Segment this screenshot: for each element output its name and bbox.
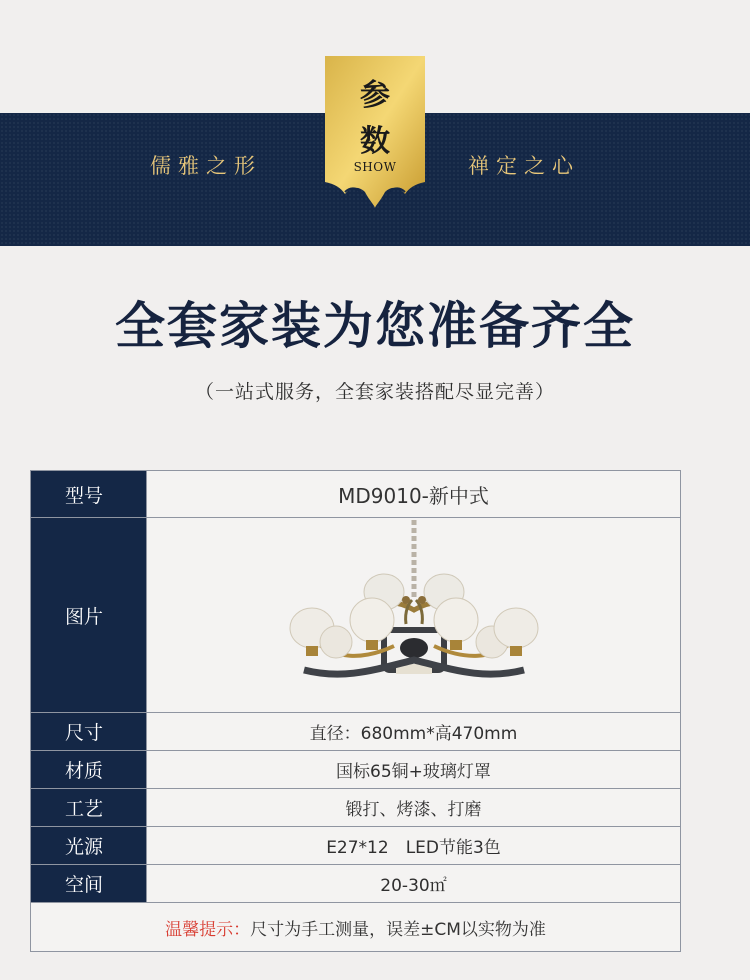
spec-value: 直径：680mm*高470mm [147, 713, 681, 751]
banner-char-top: 参 [360, 78, 390, 113]
spec-row-model [31, 471, 681, 518]
product-image-cell [147, 518, 681, 713]
spec-table [30, 470, 681, 952]
spec-key: 型号 [31, 471, 147, 518]
spec-key: 材质 [31, 751, 147, 789]
spec-row-note [31, 903, 681, 952]
spec-value: 国标65铜+玻璃灯罩 [147, 751, 681, 789]
spec-value: MD9010-新中式 [147, 471, 681, 518]
spec-key: 工艺 [31, 789, 147, 827]
spec-value: 锻打、烤漆、打磨 [147, 789, 681, 827]
banner-char-bottom: 数 [360, 124, 390, 159]
spec-key: 空间 [31, 865, 147, 903]
spec-row-material [31, 751, 681, 789]
page-subline: （一站式服务，全套家装搭配尽显完善） [194, 381, 555, 403]
spec-key: 图片 [31, 518, 147, 713]
note-cell [31, 903, 681, 952]
note-label: 温馨提示： [165, 919, 251, 940]
header-right-text: 禅定之心 [468, 154, 580, 178]
banner-sub: SHOW [353, 160, 397, 174]
spec-value: E27*12 LED节能3色 [147, 827, 681, 865]
spec-key: 尺寸 [31, 713, 147, 751]
spec-key: 光源 [31, 827, 147, 865]
spec-row-size [31, 713, 681, 751]
header-left-text: 儒雅之形 [150, 154, 262, 178]
spec-row-craft [31, 789, 681, 827]
spec-row-space [31, 865, 681, 903]
chandelier-image [284, 520, 544, 710]
note-text: 尺寸为手工测量，误差±CM以实物为准 [250, 919, 546, 940]
page-headline: 全套家装为您准备齐全 [115, 297, 635, 355]
spec-value: 20-30㎡ [147, 865, 681, 903]
spec-row-image [31, 518, 681, 713]
gold-banner [325, 56, 425, 208]
spec-row-light-source [31, 827, 681, 865]
